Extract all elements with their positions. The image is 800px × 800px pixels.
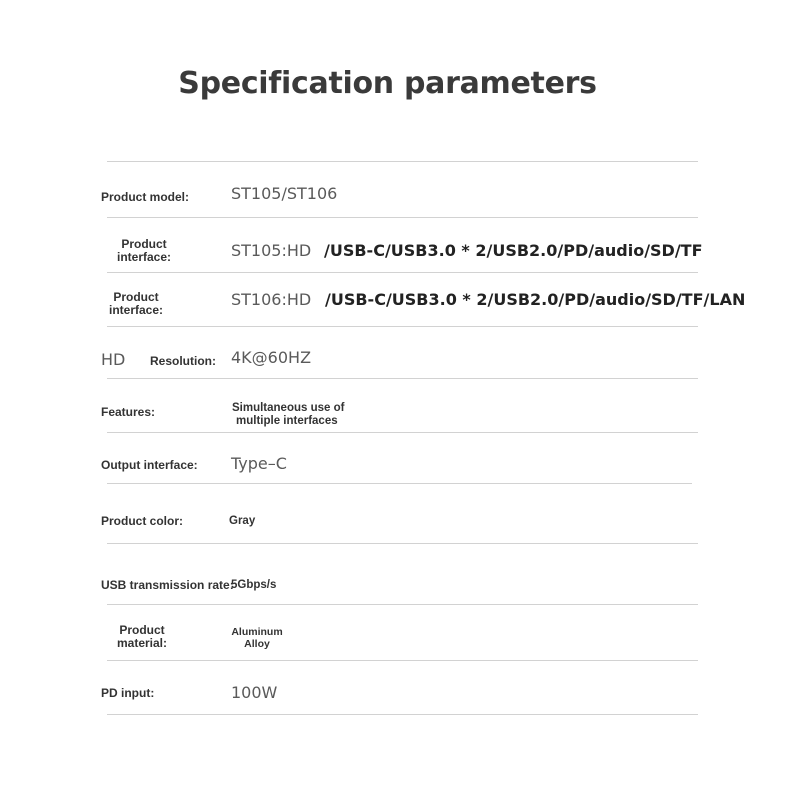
divider bbox=[107, 272, 698, 273]
divider bbox=[107, 217, 698, 218]
resolution-label: Resolution: bbox=[150, 354, 216, 368]
divider bbox=[107, 161, 698, 162]
interface-st106-prefix: ST106:HD bbox=[231, 290, 312, 309]
divider bbox=[107, 432, 698, 433]
value-line: Simultaneous use of bbox=[232, 402, 345, 414]
divider bbox=[107, 714, 698, 715]
usb-rate-value: 5Gbps/s bbox=[231, 579, 277, 591]
product-model-label: Product model: bbox=[101, 190, 190, 204]
interface-st106-value: /USB-C/USB3.0 * 2/USB2.0/PD/audio/SD/TF/LAN bbox=[325, 290, 746, 309]
divider bbox=[107, 483, 692, 484]
divider bbox=[107, 543, 698, 544]
usb-rate-label: USB transmission rate: bbox=[101, 578, 234, 592]
value-line: Alloy bbox=[244, 638, 270, 650]
interface-st105-value: /USB-C/USB3.0 * 2/USB2.0/PD/audio/SD/TF bbox=[324, 241, 703, 260]
interface-st105-prefix: ST105:HD bbox=[231, 241, 312, 260]
product-interface-label bbox=[112, 238, 176, 264]
output-interface-value: Type–C bbox=[231, 454, 287, 473]
product-model-value: ST105/ST106 bbox=[231, 184, 338, 203]
divider bbox=[107, 604, 698, 605]
resolution-value: 4K@60HZ bbox=[231, 348, 312, 367]
pd-input-label: PD input: bbox=[101, 686, 155, 700]
product-interface-label bbox=[104, 291, 168, 317]
divider bbox=[107, 326, 698, 327]
value-line: Aluminum bbox=[231, 626, 283, 638]
product-material-label bbox=[110, 624, 174, 650]
product-color-value: Gray bbox=[229, 515, 256, 527]
pd-input-value: 100W bbox=[231, 683, 278, 702]
divider bbox=[107, 660, 698, 661]
divider bbox=[107, 378, 698, 379]
label-line: Product bbox=[119, 623, 165, 637]
output-interface-label: Output interface: bbox=[101, 458, 198, 472]
product-color-label: Product color: bbox=[101, 514, 184, 528]
features-label: Features: bbox=[101, 405, 156, 419]
label-line: Product bbox=[121, 237, 167, 251]
features-value bbox=[232, 402, 344, 428]
hd-prefix: HD bbox=[101, 350, 126, 369]
page-title: Specification parameters bbox=[178, 66, 597, 101]
value-line: multiple interfaces bbox=[236, 415, 338, 427]
product-material-value bbox=[225, 626, 289, 650]
label-line: interface: bbox=[108, 303, 164, 317]
label-line: material: bbox=[116, 636, 168, 650]
label-line: Product bbox=[113, 290, 159, 304]
label-line: interface: bbox=[116, 250, 172, 264]
